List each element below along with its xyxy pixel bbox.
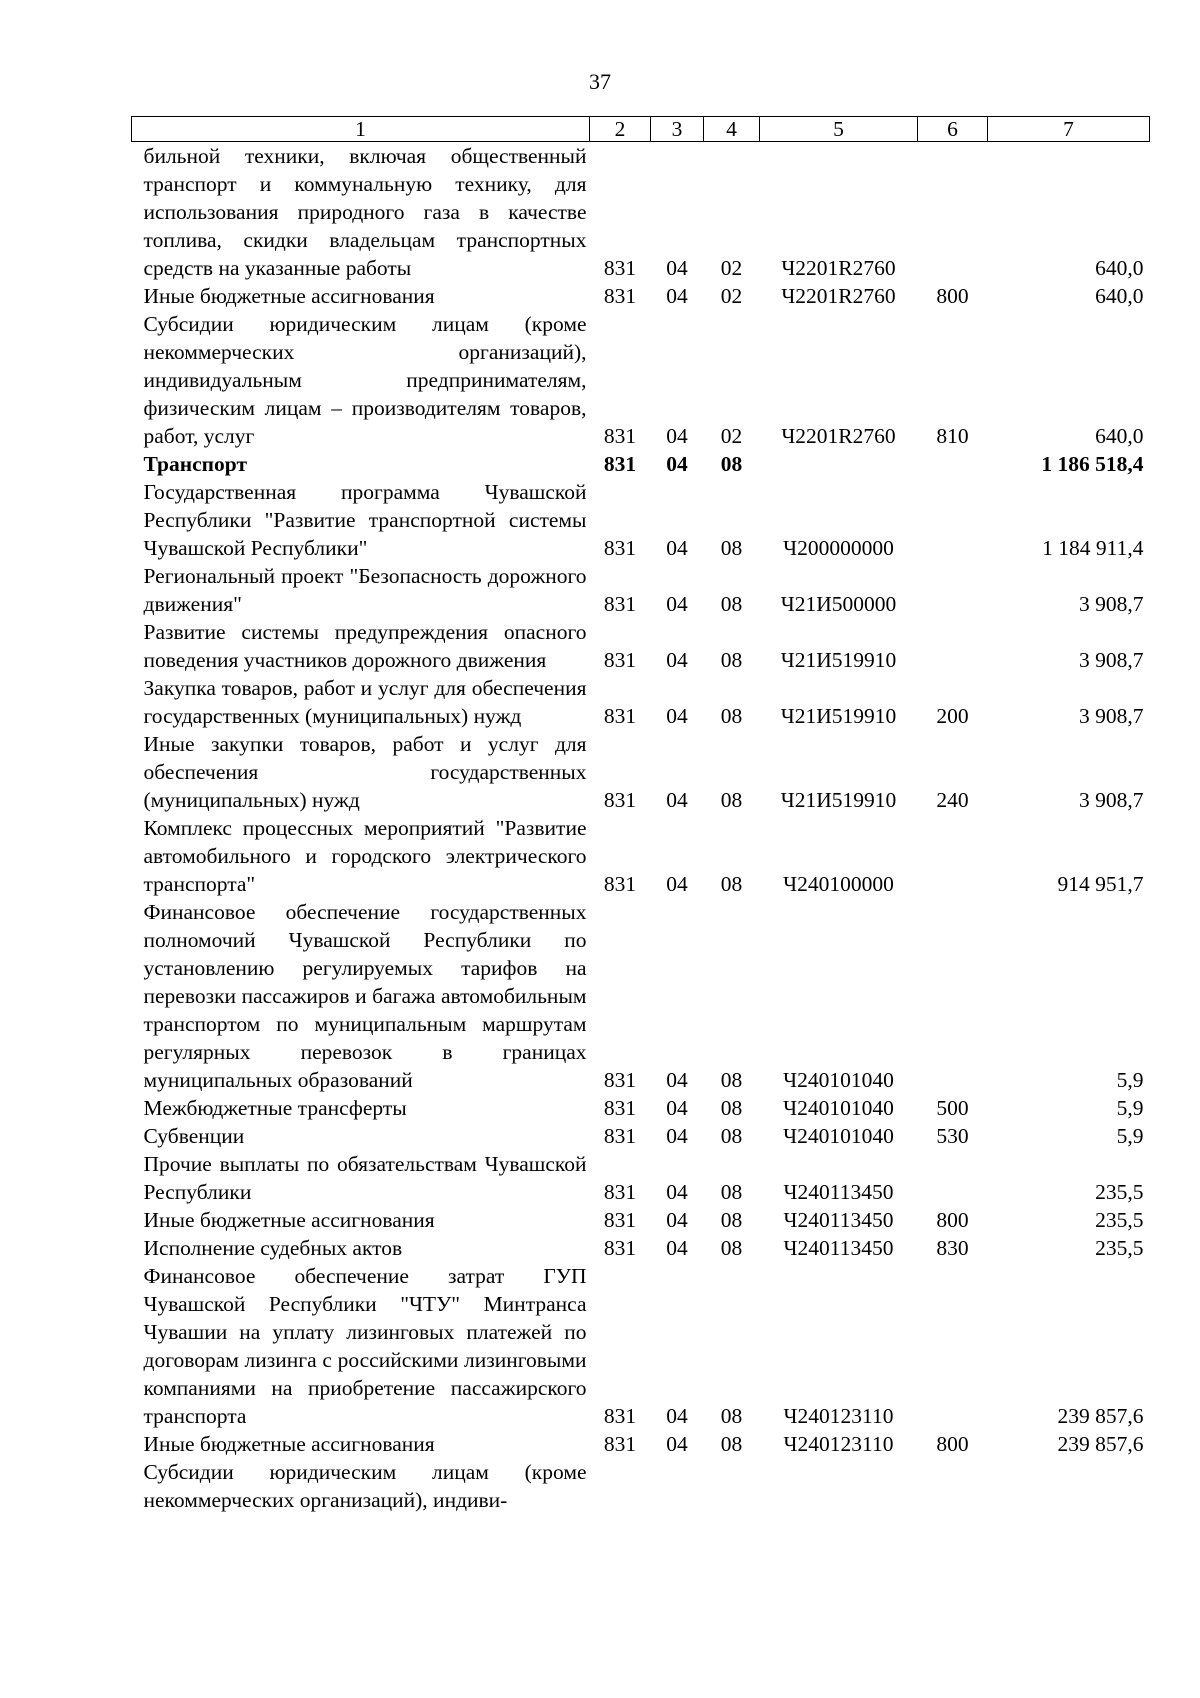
row-expense-type: 500 (936, 1096, 969, 1120)
row-ved-code: 831 (603, 1124, 637, 1148)
row-expense-type: 530 (936, 1124, 969, 1148)
row-subsection-code: 08 (720, 788, 743, 812)
budget-table (131, 116, 1150, 1514)
row-target-article: Ч21И519910 (780, 788, 897, 812)
row-target-article: Ч240100000 (783, 872, 894, 896)
row-ved-code: 831 (603, 592, 637, 616)
row-amount: 1 186 518,4 (1041, 452, 1144, 476)
row-subsection-code: 08 (720, 1404, 743, 1428)
row-section-code: 04 (666, 256, 688, 280)
row-amount: 3 908,7 (1079, 592, 1144, 616)
row-ved-code (590, 1458, 651, 1514)
header-cell-1: 1 (132, 117, 590, 142)
row-subsection-code: 08 (720, 704, 743, 728)
row-expense-type: 200 (936, 704, 969, 728)
row-name: Иные бюджетные ассигнования (143, 1208, 435, 1232)
table-row (132, 1206, 1150, 1234)
row-name: Иные закупки товаров, работ и услуг для обеспечения государственных (муниципальных) нужд (143, 732, 587, 812)
row-name: Субвенции (143, 1124, 245, 1148)
row-target-article: Ч240123110 (783, 1432, 894, 1456)
row-amount: 3 908,7 (1079, 788, 1144, 812)
row-subsection-code: 08 (720, 1236, 743, 1260)
row-target-article: Ч240113450 (783, 1180, 894, 1204)
row-amount: 640,0 (1095, 256, 1144, 280)
row-name: Финансовое обеспечение затрат ГУП Чувашской Республики "ЧТУ" Минтранса Чувашии на уплату лизинговых платежей по договорам лизинга с российскими лизинговыми компаниями на приобретение пассажирского транспорта (143, 1264, 587, 1428)
row-target-article: Ч2201R2760 (781, 256, 896, 280)
row-ved-code: 831 (603, 648, 637, 672)
row-section-code: 04 (666, 284, 688, 308)
row-name: Транспорт (143, 452, 248, 476)
row-subsection-code: 02 (720, 424, 743, 448)
page-number: 37 (589, 69, 611, 94)
header-row (132, 117, 1150, 142)
row-target-article: Ч240101040 (783, 1124, 894, 1148)
header-cell-4: 4 (704, 117, 760, 142)
row-expense-type: 800 (936, 1432, 969, 1456)
row-subsection-code: 08 (720, 452, 743, 476)
row-subsection-code: 08 (720, 648, 743, 672)
row-target-article: Ч2201R2760 (781, 284, 896, 308)
row-subsection-code: 08 (720, 536, 743, 560)
row-expense-type: 240 (936, 788, 969, 812)
row-target-article: Ч240113450 (783, 1208, 894, 1232)
row-subsection-code: 08 (720, 872, 743, 896)
row-name: Субсидии юридическим лицам (кроме некоммерческих организаций), индивидуальным предпринимателям, физическим лицам – производителям товаров, работ, услуг (143, 312, 587, 448)
row-expense-type: 810 (936, 424, 969, 448)
row-target-article: Ч240101040 (783, 1096, 894, 1120)
row-expense-type: 800 (936, 284, 969, 308)
row-amount: 3 908,7 (1079, 704, 1144, 728)
row-subsection-code: 08 (720, 1068, 743, 1092)
row-section-code: 04 (666, 648, 688, 672)
table-row (132, 1458, 1150, 1514)
table-row (132, 1430, 1150, 1458)
row-section-code: 04 (666, 872, 688, 896)
row-subsection-code (704, 1458, 760, 1514)
header-cell-3: 3 (651, 117, 704, 142)
row-target-article: Ч240123110 (783, 1404, 894, 1428)
row-expense-type (918, 1150, 988, 1206)
row-name: Прочие выплаты по обязательствам Чувашской Республики (143, 1152, 587, 1204)
row-name: Государственная программа Чувашской Республики "Развитие транспортной системы Чувашской Республики" (143, 480, 587, 560)
row-name: Субсидии юридическим лицам (кроме некоммерческих организаций), индиви- (143, 1460, 587, 1512)
row-subsection-code: 08 (720, 1096, 743, 1120)
row-target-article: Ч2201R2760 (781, 424, 896, 448)
row-target-article: Ч21И519910 (780, 648, 897, 672)
row-expense-type (918, 814, 988, 898)
header-cell-7: 7 (988, 117, 1150, 142)
row-section-code: 04 (666, 788, 688, 812)
table-row (132, 1122, 1150, 1150)
row-subsection-code: 08 (720, 1432, 743, 1456)
row-amount: 3 908,7 (1079, 648, 1144, 672)
row-expense-type (918, 618, 988, 674)
row-expense-type: 800 (936, 1208, 969, 1232)
table-row (132, 1262, 1150, 1430)
table-row (132, 478, 1150, 562)
row-section-code: 04 (666, 1068, 688, 1092)
row-name: Межбюджетные трансферты (143, 1096, 407, 1120)
row-ved-code: 831 (603, 1404, 637, 1428)
row-amount: 235,5 (1095, 1180, 1144, 1204)
table-row (132, 450, 1150, 478)
row-amount: 5,9 (1116, 1096, 1144, 1120)
row-ved-code: 831 (603, 1180, 637, 1204)
header-cell-2: 2 (590, 117, 651, 142)
row-amount: 239 857,6 (1057, 1404, 1144, 1428)
table-row (132, 898, 1150, 1094)
row-target-article: Ч240113450 (783, 1236, 894, 1260)
row-section-code: 04 (666, 424, 688, 448)
row-expense-type (918, 1458, 988, 1514)
row-ved-code: 831 (603, 1236, 637, 1260)
row-section-code: 04 (666, 1208, 688, 1232)
table-row (132, 310, 1150, 450)
table-row (132, 1094, 1150, 1122)
row-expense-type (918, 898, 988, 1094)
row-section-code: 04 (666, 592, 688, 616)
header-cell-5: 5 (760, 117, 918, 142)
row-name: Региональный проект "Безопасность дорожного движения" (143, 564, 587, 616)
row-subsection-code: 08 (720, 1180, 743, 1204)
row-amount: 914 951,7 (1057, 872, 1144, 896)
table-row (132, 562, 1150, 618)
row-ved-code: 831 (603, 872, 637, 896)
row-section-code: 04 (666, 704, 688, 728)
header-cell-6: 6 (918, 117, 988, 142)
row-amount: 5,9 (1116, 1124, 1144, 1148)
row-subsection-code: 08 (720, 592, 743, 616)
row-section-code: 04 (666, 1404, 688, 1428)
row-section-code: 04 (666, 1096, 688, 1120)
row-ved-code: 831 (603, 1208, 637, 1232)
row-section-code: 04 (666, 1432, 688, 1456)
row-section-code: 04 (666, 1180, 688, 1204)
table-row (132, 1150, 1150, 1206)
row-amount: 239 857,6 (1057, 1432, 1144, 1456)
row-expense-type (918, 478, 988, 562)
table-row (132, 674, 1150, 730)
table-row (132, 618, 1150, 674)
row-subsection-code: 08 (720, 1208, 743, 1232)
row-ved-code: 831 (603, 1432, 637, 1456)
row-amount: 235,5 (1095, 1236, 1144, 1260)
row-amount: 1 184 911,4 (1042, 536, 1144, 560)
row-name: Развитие системы предупреждения опасного поведения участников дорожного движения (143, 620, 587, 672)
row-ved-code: 831 (603, 536, 637, 560)
row-name: Иные бюджетные ассигнования (143, 284, 435, 308)
row-amount: 235,5 (1095, 1208, 1144, 1232)
row-ved-code: 831 (603, 704, 637, 728)
row-ved-code: 831 (603, 1068, 637, 1092)
row-expense-type (918, 450, 988, 478)
row-amount: 640,0 (1095, 284, 1144, 308)
table-header (132, 117, 1150, 142)
table-row (132, 142, 1150, 283)
row-section-code (651, 1458, 704, 1514)
table-row (132, 730, 1150, 814)
row-ved-code: 831 (603, 788, 637, 812)
row-ved-code: 831 (603, 256, 637, 280)
row-target-article: Ч200000000 (783, 536, 894, 560)
row-name: Исполнение судебных актов (143, 1236, 403, 1260)
table-body (132, 142, 1150, 1515)
row-ved-code: 831 (603, 1096, 637, 1120)
row-expense-type (918, 1262, 988, 1430)
row-name: бильной техники, включая общественный транспорт и коммунальную технику, для использования природного газа в качестве топлива, скидки владельцам транспортных средств на указанные работы (143, 144, 587, 280)
row-section-code: 04 (666, 536, 688, 560)
row-amount (988, 1458, 1150, 1514)
row-target-article: Ч240101040 (783, 1068, 894, 1092)
row-section-code: 04 (666, 452, 688, 476)
row-subsection-code: 08 (720, 1124, 743, 1148)
table-row (132, 282, 1150, 310)
row-target-article: Ч21И519910 (780, 704, 897, 728)
row-ved-code: 831 (603, 284, 637, 308)
row-section-code: 04 (666, 1124, 688, 1148)
row-name: Иные бюджетные ассигнования (143, 1432, 435, 1456)
table-row (132, 1234, 1150, 1262)
row-target-article (760, 450, 918, 478)
row-subsection-code: 02 (720, 284, 743, 308)
row-ved-code: 831 (603, 424, 637, 448)
row-expense-type (918, 562, 988, 618)
row-amount: 5,9 (1116, 1068, 1144, 1092)
row-name: Закупка товаров, работ и услуг для обеспечения государственных (муниципальных) нужд (143, 676, 587, 728)
table-row (132, 814, 1150, 898)
row-amount: 640,0 (1095, 424, 1144, 448)
row-ved-code: 831 (603, 452, 637, 476)
row-target-article (760, 1458, 918, 1514)
row-expense-type (918, 142, 988, 283)
row-target-article: Ч21И500000 (780, 592, 897, 616)
row-section-code: 04 (666, 1236, 688, 1260)
row-name: Комплекс процессных мероприятий "Развитие автомобильного и городского электрического транспорта" (143, 816, 587, 896)
row-name: Финансовое обеспечение государственных полномочий Чувашской Республики по установлению регулируемых тарифов на перевозки пассажиров и багажа автомобильным транспортом по муниципальным маршрутам регулярных перевозок в границах муниципальных образований (143, 900, 587, 1092)
row-expense-type: 830 (936, 1236, 969, 1260)
row-subsection-code: 02 (720, 256, 743, 280)
